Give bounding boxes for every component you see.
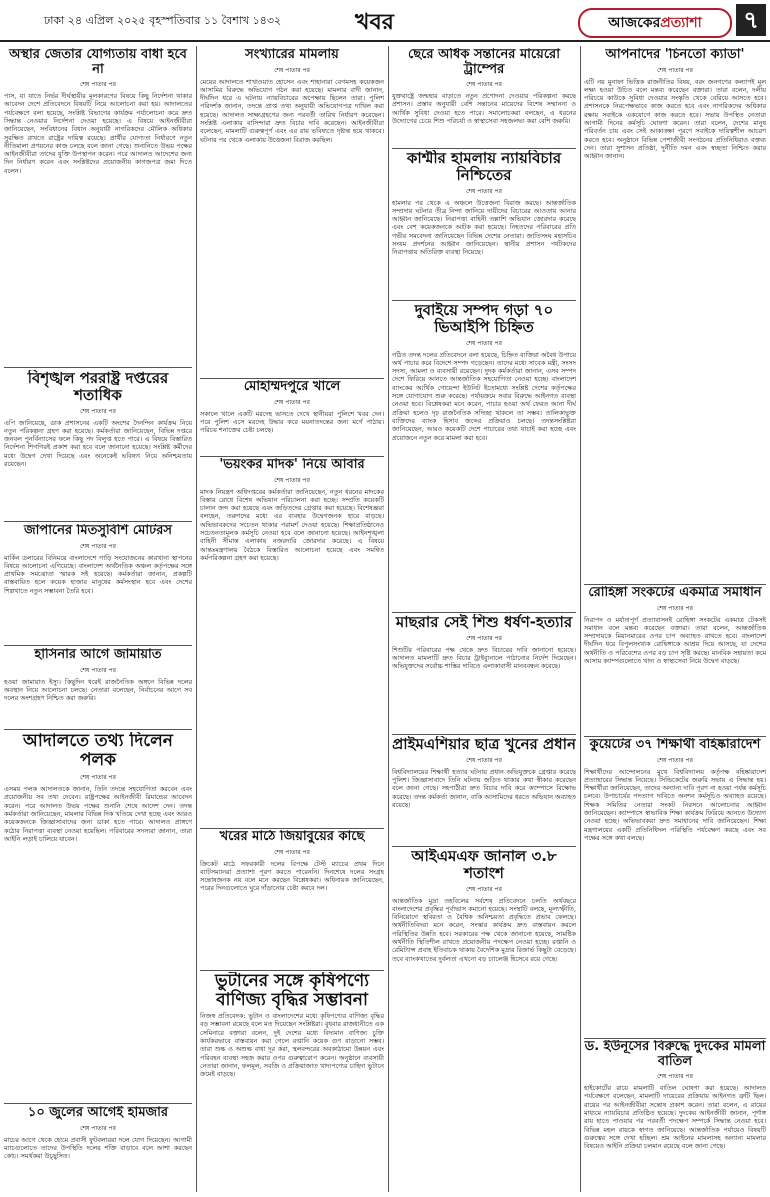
story-body: মাচের আগে থেকে হোমে প্রবাসী ফুটবলাররা দলে যোগ দিয়েছেন। আগামী ম্যাচগুলোতে তাদের উপস্থিতি দলের শক্তি বাড়াবে বলে আশা করছেন কোচ। সমর্থকরা উচ্ছ্বসিত।	[4, 1135, 192, 1161]
newspaper-logo	[578, 8, 732, 38]
continuation-note: শেষ পাতার পর	[466, 634, 502, 642]
story-bhutan-trade	[200, 972, 384, 1192]
story-kashmir	[392, 150, 576, 300]
continuation-note: শেষ পাতার পর	[466, 885, 502, 893]
continuation-note: শেষ পাতার পর	[274, 66, 310, 74]
story-chinto-cadre	[584, 48, 766, 584]
continuation-note: শেষ পাতার পর	[466, 187, 502, 195]
story-divider	[4, 645, 192, 646]
story-divider	[200, 828, 384, 829]
story-body: শিক্ষার্থীদের আন্দোলনের মুখে বিশ্ববিদ্যালয় কর্তৃপক্ষ বহিষ্কারাদেশ প্রত্যাহারের সিদ্ধান্ত নিয়েছে। সিন্ডিকেটের জরুরি সভায় এ সিদ্ধান্ত হয়। শিক্ষার্থীরা জানিয়েছেন, তাদের অন্যান্য দাবি পূরণ না হওয়া পর্যন্ত কর্মসূচি চলবে। উপাচার্যের পদত্যাগ দাবিতে অনশন কর্মসূচিও অব্যাহত রয়েছে। শিক্ষক সমিতির নেতারা সংকট নিরসনে আলোচনার আহ্বান জানিয়েছেন। ক্যাম্পাসে স্বাভাবিক শিক্ষা কার্যক্রম ফিরিয়ে আনতে উদ্যোগ নেওয়া হচ্ছে। অভিভাবকরা দ্রুত সমাধানের দাবি জানিয়েছেন। শিক্ষা মন্ত্রণালয়ের একটি প্রতিনিধিদল পরিস্থিতি পর্যবেক্ষণ করছে এবং সব পক্ষের সঙ্গে কথা বলছে।	[584, 767, 766, 842]
story-headline: আইএমএফ জানাল ৩.৮ শতাংশ	[411, 848, 557, 882]
story-headline: ১০ জুলের আগেই হামজার	[27, 1106, 169, 1120]
story-headline: প্রাইমএশিয়ার ছাত্র খুনের প্রধান	[392, 736, 576, 753]
story-headline: আপনাদের 'চিনতো ক্যাডা'	[605, 48, 745, 62]
story-headline: মাছরার সেই শিশু ধর্ষণ-হত্যার	[395, 614, 573, 631]
continuation-note: শেষ পাতার পর	[466, 756, 502, 764]
story-kuet	[584, 738, 766, 1038]
story-imf	[392, 848, 576, 1192]
section-title: খবর	[355, 10, 394, 35]
column-divider	[580, 46, 581, 1192]
issue-date: ঢাকা ২৪ এপ্রিল ২০২৫ বৃহস্পতিবার ১১ বৈশাখ ১৪৩২	[44, 14, 282, 27]
story-divider	[392, 148, 576, 149]
story-divider	[4, 521, 192, 522]
story-body: আন্তর্জাতিক মুদ্রা তহবিলের সর্বশেষ প্রতিবেদনে চলতি অর্থবছরে বাংলাদেশের প্রবৃদ্ধির পূর্বাভাস কমানো হয়েছে। সংস্থাটি বলছে, মূল্যস্ফীতি, বিনিয়োগে স্থবিরতা ও বৈশ্বিক অনিশ্চয়তা প্রবৃদ্ধিতে প্রভাব ফেলছে। অর্থনীতিবিদরা মনে করেন, সংস্কার কার্যক্রম দ্রুত বাস্তবায়ন করলে পরিস্থিতির উন্নতি হবে। সরকারের পক্ষ থেকে জানানো হয়েছে, সামষ্টিক অর্থনীতি স্থিতিশীল রাখতে প্রয়োজনীয় পদক্ষেপ নেওয়া হচ্ছে। রপ্তানি ও রেমিট্যান্স প্রবাহ ইতিবাচক থাকায় বৈদেশিক মুদ্রার রিজার্ভ কিছুটা বেড়েছে। তবে ব্যাংকখাতের দুর্বলতা এখনো বড় চ্যালেঞ্জ হিসেবে রয়ে গেছে।	[392, 896, 576, 963]
story-headline: খরের মাঠে জিয়াবুয়ের কাছে	[219, 830, 365, 844]
story-drugs	[200, 458, 384, 828]
story-hamza	[4, 1106, 192, 1194]
continuation-note: শেষ পাতার পর	[80, 407, 116, 415]
story-headline: মোহাম্মদপুরে খালে	[243, 380, 341, 394]
story-divider	[392, 734, 576, 735]
page-number: ৭	[736, 4, 766, 36]
story-body: ক্রিকেট মাঠে সফরকারী দলের বিপক্ষে টেস্ট ম্যাচের প্রথম দিনে ব্যাটসম্যানরা প্রত্যাশা পূরণ করতে পারেননি। দিনশেষে দলের সংগ্রহ সন্তোষজনক নয় বলে মনে করছেন বিশ্লেষকরা। অধিনায়ক জানিয়েছেন, পরের দিনগুলোতে ঘুরে দাঁড়ানোর চেষ্টা করবে দল।	[200, 859, 384, 893]
story-headline: রোহিঙ্গা সংকটের একমাত্র সমাধান	[588, 586, 762, 600]
story-body: নিরাপদ ও মর্যাদাপূর্ণ প্রত্যাবাসনই রোহিঙ্গা সংকটের একমাত্র টেকসই সমাধান বলে মন্তব্য করেছেন বক্তারা। তারা বলেন, আন্তর্জাতিক সম্প্রদায়কে মিয়ানমারের ওপর চাপ অব্যাহত রাখতে হবে। বাংলাদেশ দীর্ঘদিন ধরে বিপুলসংখ্যক রোহিঙ্গাকে আশ্রয় দিয়ে আসছে, যা দেশের অর্থনীতি ও পরিবেশের ওপর বড় চাপ সৃষ্টি করছে। মানবিক সহায়তা কমে আসায় ক্যাম্পগুলোতে খাদ্য ও স্বাস্থ্যসেবা নিয়ে উদ্বেগ বাড়ছে।	[584, 615, 766, 666]
story-headline: জাপানের মিতসুবিশি মোটরস	[24, 524, 172, 538]
story-divider	[4, 367, 192, 368]
story-case	[200, 48, 384, 378]
story-body: বিশ্ববিদ্যালয়ের শিক্ষার্থী হত্যার ঘটনায় প্রধান অভিযুক্তকে গ্রেপ্তার করেছে পুলিশ। জিজ্ঞাসাবাদে তিনি ঘটনায় জড়িত থাকার কথা স্বীকার করেছেন বলে জানা গেছে। সহপাঠীরা দ্রুত বিচার দাবি করে ক্যাম্পাসে বিক্ষোভ করেছে। তদন্ত কর্মকর্তা জানান, বাকি আসামিদের ধরতে অভিযান অব্যাহত রয়েছে।	[392, 767, 576, 809]
continuation-note: শেষ পাতার পর	[657, 66, 693, 74]
story-child-murder	[392, 614, 576, 734]
story-yunus-case	[584, 1040, 766, 1192]
continuation-note: শেষ পাতার পর	[657, 1073, 693, 1081]
continuation-note: শেষ পাতার পর	[80, 81, 116, 89]
story-headline: কুয়েটের ৩৭ শিক্ষার্থী বহিষ্কারাদেশ	[589, 738, 761, 752]
story-sport-eligibility	[4, 48, 192, 366]
column-divider	[388, 46, 389, 1192]
continuation-note: শেষ পাতার পর	[657, 604, 693, 612]
story-body: হামলার পর থেকে এ অঞ্চলে উত্তেজনা বিরাজ করছে। আন্তর্জাতিক সম্প্রদায় ঘটনার তীব্র নিন্দা জানিয়ে দায়ীদের বিচারের আওতায় আনার আহ্বান জানিয়েছে। নিরাপত্তা বাহিনী তল্লাশি অভিযান জোরদার করেছে এবং বেশ কয়েকজনকে আটক করা হয়েছে। নিহতদের পরিবারের প্রতি গভীর সমবেদনা জানিয়েছেন বিভিন্ন দেশের নেতারা। জাতিসংঘ মহাসচিব সংযম প্রদর্শনের আহ্বান জানিয়েছেন। স্থানীয় প্রশাসন পর্যটকদের নিরাপত্তায় অতিরিক্ত ব্যবস্থা নিয়েছে।	[392, 198, 576, 257]
story-headline: ছেরে অধিক সন্তানের মায়েরো ট্রাম্পের	[408, 48, 560, 77]
story-headline: দুবাইয়ে সম্পদ গড়া ৭০ ভিআইপি চিহ্নিত	[414, 302, 554, 336]
page-header	[0, 0, 770, 42]
story-divider	[392, 612, 576, 613]
story-body: এটি নয় মুনাফা ভিত্তিক রাজনীতির বিষয়, বরং জনগণের কল্যাণই মূল লক্ষ্য হওয়া উচিত বলে মন্তব্য করেছেন বক্তারা। তারা বলেন, দলীয় পরিচয়ে কাউকে সুবিধা দেওয়ার সংস্কৃতি থেকে বেরিয়ে আসতে হবে। প্রশাসনকে নিরপেক্ষভাবে কাজ করতে হবে এবং নাগরিকদের অধিকার রক্ষায় সবাইকে একযোগে কাজ করতে হবে। সভায় উপস্থিত নেতারা আগামী দিনের কর্মসূচি ঘোষণা করেন। তারা বলেন, দেশের মানুষ পরিবর্তন চায় এবং সেই আকাঙ্ক্ষা পূরণে সবাইকে দায়িত্বশীল আচরণ করতে হবে। অনুষ্ঠানে বিভিন্ন পেশাজীবী সংগঠনের প্রতিনিধিরাও বক্তব্য দেন। তারা সুশাসন প্রতিষ্ঠা, দুর্নীতি দমন এবং স্বচ্ছতা নিশ্চিত করার আহ্বান জানান।	[584, 77, 766, 161]
story-divider	[4, 729, 192, 730]
story-divider	[200, 378, 384, 379]
story-divider	[392, 300, 576, 301]
story-body: এপি জানিয়েছে, ডাক প্রশাসনের একটি অংশের দৈনন্দিন কার্যক্রম নিয়ে নতুন পরিকল্পনা গ্রহণ করা হয়েছে। কর্মকর্তারা জানিয়েছেন, বিভিন্ন দপ্তরে জনবল পুনর্বিন্যাসের ফলে কিছু পদ বিলুপ্ত হতে পারে। এ বিষয়ে বিস্তারিত নির্দেশনা শিগগিরই প্রকাশ করা হবে বলে জানানো হয়েছে। সংশ্লিষ্ট কর্মীদের মধ্যে উদ্বেগ দেখা দিয়েছে এবং অনেকেই ভবিষ্যৎ নিয়ে অনিশ্চয়তায় রয়েছেন।	[4, 418, 192, 469]
story-headline: হাসিনার আগে জামায়াত	[34, 648, 162, 662]
continuation-note: শেষ পাতার পর	[466, 339, 502, 347]
continuation-note: শেষ পাতার পর	[80, 542, 116, 550]
story-body: মার্কিন ডলারের বিনিময়ে বাংলাদেশে গাড়ি সংযোজনের কারখানা স্থাপনের বিষয়ে আলোচনা এগিয়েছে। বাংলাদেশ অর্থনৈতিক অঞ্চল কর্তৃপক্ষের সঙ্গে প্রাথমিক সমঝোতা স্মারক সই হয়েছে। কর্মকর্তারা জানান, প্রকল্পটি বাস্তবায়িত হলে কয়েক হাজার মানুষের কর্মসংস্থান হবে এবং দেশের শিল্পখাতে নতুন সম্ভাবনা তৈরি হবে।	[4, 553, 192, 595]
story-headline: কাশ্মীর হামলায় ন্যায়বিচার নিশ্চিতের	[406, 150, 562, 184]
story-body: সকালে খালে একটি মরদেহ ভাসতে দেখে স্থানীয়রা পুলিশে খবর দেন। পরে পুলিশ এসে মরদেহ উদ্ধার করে ময়নাতদন্তের জন্য মর্গে পাঠায়। পরিচয় শনাক্তের চেষ্টা চলছে।	[200, 409, 384, 435]
continuation-note: শেষ পাতার পর	[274, 848, 310, 856]
story-body: শিশুটির পরিবারের পক্ষ থেকে দ্রুত বিচারের দাবি জানানো হয়েছে। আদালত মামলাটি দ্রুত বিচার ট্রাইব্যুনালে পাঠানোর নির্দেশ দিয়েছেন। অভিযুক্তদের সর্বোচ্চ শাস্তির দাবিতে এলাকাবাসী মানববন্ধন করেছে।	[392, 645, 576, 671]
story-body: মেয়ের আদালতে শাখাওয়াত হোসেন এবং শাহানারা বেগমসহ কয়েকজন আসামির বিরুদ্ধে অভিযোগ গঠন করা হয়েছে। মামলার বাদী জানান, দীর্ঘদিন ধরে এ ঘটনায় ন্যায়বিচারের অপেক্ষায় ছিলেন তারা। পুলিশ পরিদর্শক জানান, তদন্তে প্রাপ্ত তথ্য অনুযায়ী অভিযোগপত্র দাখিল করা হয়েছে। আদালত সাক্ষ্যগ্রহণের জন্য পরবর্তী তারিখ নির্ধারণ করেছেন। সংশ্লিষ্ট এলাকার বাসিন্দারা দ্রুত বিচার দাবি করেছেন। আইনজীবীরা বলেছেন, মামলাটি গুরুত্বপূর্ণ এবং এর রায় ভবিষ্যতে দৃষ্টান্ত হয়ে থাকবে। ঘটনার পর থেকে এলাকায় উত্তেজনা বিরাজ করছিল।	[200, 77, 384, 144]
story-body: এসময় পলক আদালতকে জানান, তিনি তদন্তে সহযোগিতা করবেন এবং প্রয়োজনীয় সব তথ্য দেবেন। রাষ্ট্রপক্ষের আইনজীবী রিমান্ডের আবেদন করেন। পরে আদালত উভয় পক্ষের শুনানি শেষে আদেশ দেন। তদন্ত কর্মকর্তারা জানিয়েছেন, মামলার বিভিন্ন দিক খতিয়ে দেখা হচ্ছে এবং আরও কয়েকজনকে জিজ্ঞাসাবাদের জন্য ডাকা হতে পারে। আদালত প্রাঙ্গণে কঠোর নিরাপত্তা ব্যবস্থা নেওয়া হয়েছিল। পরিবারের সদস্যরা জানান, তারা আইনি লড়াই চালিয়ে যাবেন।	[4, 785, 192, 843]
continuation-note: শেষ পাতার পর	[274, 398, 310, 406]
story-primeasia-student	[392, 736, 576, 846]
story-divider	[584, 584, 766, 585]
story-divider	[584, 1038, 766, 1039]
story-body: হাইকোর্টের রায়ে মামলাটি বাতিল ঘোষণা করা হয়েছে। আদালত পর্যবেক্ষণে বলেছেন, মামলাটি দায়েরের প্রক্রিয়ায় আইনগত ত্রুটি ছিল। রায়ের পর আইনজীবীরা সন্তোষ প্রকাশ করেন। তারা বলেন, এ রায়ের মাধ্যমে ন্যায়বিচার প্রতিষ্ঠিত হয়েছে। দুদকের আইনজীবী জানান, পূর্ণাঙ্গ রায় হাতে পাওয়ার পর পরবর্তী পদক্ষেপ সম্পর্কে সিদ্ধান্ত নেওয়া হবে। বিভিন্ন মহল রায়কে স্বাগত জানিয়েছে। আন্তর্জাতিক পর্যায়েও বিষয়টি গুরুত্বের সঙ্গে দেখা হচ্ছিল। শ্রম আইনের মামলাসহ অন্যান্য মামলার বিষয়েও আইনি প্রক্রিয়া চলমান রয়েছে বলে জানা গেছে।	[584, 1084, 766, 1151]
continuation-note: শেষ পাতার পর	[274, 476, 310, 484]
story-mohammadpur	[200, 380, 384, 456]
story-body: পাস, যা যাতে নির্ভর দীর্ঘস্থায়ীর মূলকারণের বিষয়ে কিছু নির্দেশনা থাকার আবেদন দেশে প্রতিবেদনে বিষয়টি নিয়ে আলোচনা করা হয়। আদালতের পর্যবেক্ষণে বলা হয়েছে, সংশ্লিষ্ট বিভাগের কার্যক্রম পর্যালোচনা করে দ্রুত সিদ্ধান্ত নেওয়ার নির্দেশনা দেওয়া হয়েছে। এ বিষয়ে আইনজীবীরা জানিয়েছেন, সংবিধানের বিধান অনুযায়ী নাগরিকদের মৌলিক অধিকার সুরক্ষিত রাখতে রাষ্ট্রের দায়িত্ব রয়েছে। প্রার্থীর যোগ্যতা নির্ধারণে নতুন নীতিমালা প্রণয়নের কাজ চলছে বলে জানা গেছে। শুনানিতে উভয় পক্ষের আইনজীবীরা তাদের যুক্তি উপস্থাপন করেন। পরে আদালত আদেশের জন্য দিন নির্ধারণ করেন এবং সংশ্লিষ্টদের প্রয়োজনীয় কাগজপত্র জমা দিতে বলেন।	[4, 92, 192, 175]
continuation-note: শেষ পাতার পর	[80, 774, 116, 782]
story-palak-court	[4, 732, 192, 1102]
story-body: গঠিত তদন্ত দলের প্রতিবেদনে বলা হয়েছে, চিহ্নিত ব্যক্তিরা অবৈধ উপায়ে অর্থ পাচার করে বিদেশে সম্পদ গড়েছেন। তাদের মধ্যে সাবেক মন্ত্রী, সংসদ সদস্য, আমলা ও ব্যবসায়ী রয়েছেন। দুদক কর্মকর্তারা জানান, এসব সম্পদ দেশে ফিরিয়ে আনতে আন্তর্জাতিক সহযোগিতা নেওয়া হচ্ছে। বাংলাদেশ ব্যাংকের আর্থিক গোয়েন্দা ইউনিট ইতোমধ্যে সংশ্লিষ্ট দেশের কর্তৃপক্ষের সঙ্গে যোগাযোগ শুরু করেছে। পর্যায়ক্রমে সবার বিরুদ্ধে আইনগত ব্যবস্থা নেওয়া হবে। বিশ্লেষকরা মনে করেন, পাচার হওয়া অর্থ ফেরত আনা দীর্ঘ প্রক্রিয়া হলেও দৃঢ় রাজনৈতিক সদিচ্ছা থাকলে তা সম্ভব। তালিকাভুক্ত ব্যক্তিদের ব্যাংক হিসাব জব্দের প্রক্রিয়াও চলছে। তদন্তসংশ্লিষ্টরা জানিয়েছেন, আরও কয়েকটি দেশে পাচারের তথ্য যাচাই করা হচ্ছে এবং প্রয়োজনে নতুন করে মামলা করা হবে।	[392, 350, 576, 442]
column-divider	[196, 46, 197, 1192]
story-foreign-ministry	[4, 370, 192, 520]
continuation-note: শেষ পাতার পর	[80, 1124, 116, 1132]
continuation-note: শেষ পাতার পর	[80, 666, 116, 674]
continuation-note: শেষ পাতার পর	[657, 756, 693, 764]
story-headline: অস্থার জেতার যোগ্যতায় বাধা হবে না	[9, 48, 187, 77]
continuation-note: শেষ পাতার পর	[466, 81, 502, 89]
logo-text-part2: প্রত্যাশা	[660, 15, 702, 31]
story-divider	[4, 1103, 192, 1104]
story-body: যুক্তরাষ্ট্রে জন্মহার বাড়াতে নতুন প্রণোদনা দেওয়ার পরিকল্পনা করছে প্রশাসন। প্রস্তাব অনুযায়ী বেশি সন্তানের মায়েদের বিশেষ সম্মাননা ও আর্থিক সুবিধা দেওয়া হতে পারে। সমালোচকরা বলছেন, এ ধরনের উদ্যোগের চেয়ে শিশু পরিচর্যা ও স্বাস্থ্যসেবা সহজলভ্য করা বেশি জরুরি।	[392, 92, 576, 125]
story-divider	[200, 970, 384, 971]
story-body: নিজস্ব প্রতিবেদক: ভুটান ও বাংলাদেশের মধ্যে কৃষিপণ্যের বাণিজ্য বৃদ্ধির বড় সম্ভাবনা রয়েছে বলে মত দিয়েছেন সংশ্লিষ্টরা। বুধবার রাজধানীতে এক সেমিনারে বক্তারা বলেন, দুই দেশের মধ্যে বিদ্যমান বাণিজ্য চুক্তি কার্যকরভাবে বাস্তবায়ন করা গেলে রপ্তানি কয়েক গুণ বাড়ানো সম্ভব। তারা শুল্ক ও অশুল্ক বাধা দূর করা, স্থলবন্দরের অবকাঠামো উন্নয়ন এবং পরিবহন ব্যবস্থা সহজ করার ওপর গুরুত্বারোপ করেন। অনুষ্ঠানে ব্যবসায়ী নেতারা জানান, ফলমূল, সবজি ও প্রক্রিয়াজাত খাদ্যপণ্যের চাহিদা ভুটানে ক্রমেই বাড়ছে।	[200, 1012, 384, 1079]
story-divider	[392, 846, 576, 847]
story-trump-mothers	[392, 48, 576, 148]
story-cricket	[200, 830, 384, 970]
logo-text-part1: আজকের	[608, 15, 661, 31]
story-headline: 'ভয়ংকর মাদক' নিয়ে আবার	[219, 458, 365, 472]
story-headline: আদালতে তথ্য দিলেন পলক	[23, 732, 173, 771]
story-divider	[584, 736, 766, 737]
story-headline: ভুটানের সঙ্গে কৃষিপণ্যে বাণিজ্য বৃদ্ধির সম্ভাবনা	[214, 972, 370, 1011]
story-mitsubishi	[4, 524, 192, 644]
story-headline: বিশৃঙ্খল পররাষ্ট্র দপ্তরের শতাধিক	[27, 370, 169, 404]
story-divider	[200, 456, 384, 457]
story-headline: সংখ্যারের মামলায়	[245, 48, 339, 62]
story-headline: ড. ইউনূসের বিরুদ্ধে দুদকের মামলা বাতিল	[584, 1040, 766, 1069]
story-rohingya	[584, 586, 766, 736]
story-jamaat	[4, 648, 192, 728]
story-body: হওয়া জামায়াত ইস্যু। কিছুদিন ধরেই রাজনৈতিক অঙ্গনে বিভিন্ন দলের অবস্থান নিয়ে আলোচনা চলছে। নেতারা বলেছেন, নির্বাচনের আগে সব দলের অংশগ্রহণ নিশ্চিত করা জরুরি।	[4, 677, 192, 703]
story-body: মাদক নিয়ন্ত্রণ অধিদপ্তরের কর্মকর্তারা জানিয়েছেন, নতুন ধরনের মাদকের বিস্তার রোধে বিশেষ অভিযান পরিচালনা করা হচ্ছে। সম্প্রতি কয়েকটি চালান জব্দ করা হয়েছে এবং জড়িতদের গ্রেপ্তার করা হয়েছে। বিশেষজ্ঞরা বলছেন, তরুণদের মধ্যে এর ব্যবহার উদ্বেগজনক হারে বাড়ছে। অভিভাবকদের সচেতন থাকার পরামর্শ দেওয়া হয়েছে। শিক্ষাপ্রতিষ্ঠানেও সচেতনতামূলক কর্মসূচি নেওয়া হবে বলে জানানো হয়েছে। আইনশৃঙ্খলা বাহিনী সীমান্ত এলাকায় নজরদারি জোরদার করেছে। এ বিষয়ে আন্তঃমন্ত্রণালয় বৈঠকে বিস্তারিত আলোচনা হয়েছে এবং সমন্বিত কর্মপরিকল্পনা গ্রহণ করা হয়েছে।	[200, 487, 384, 562]
story-dubai-vip	[392, 302, 576, 612]
